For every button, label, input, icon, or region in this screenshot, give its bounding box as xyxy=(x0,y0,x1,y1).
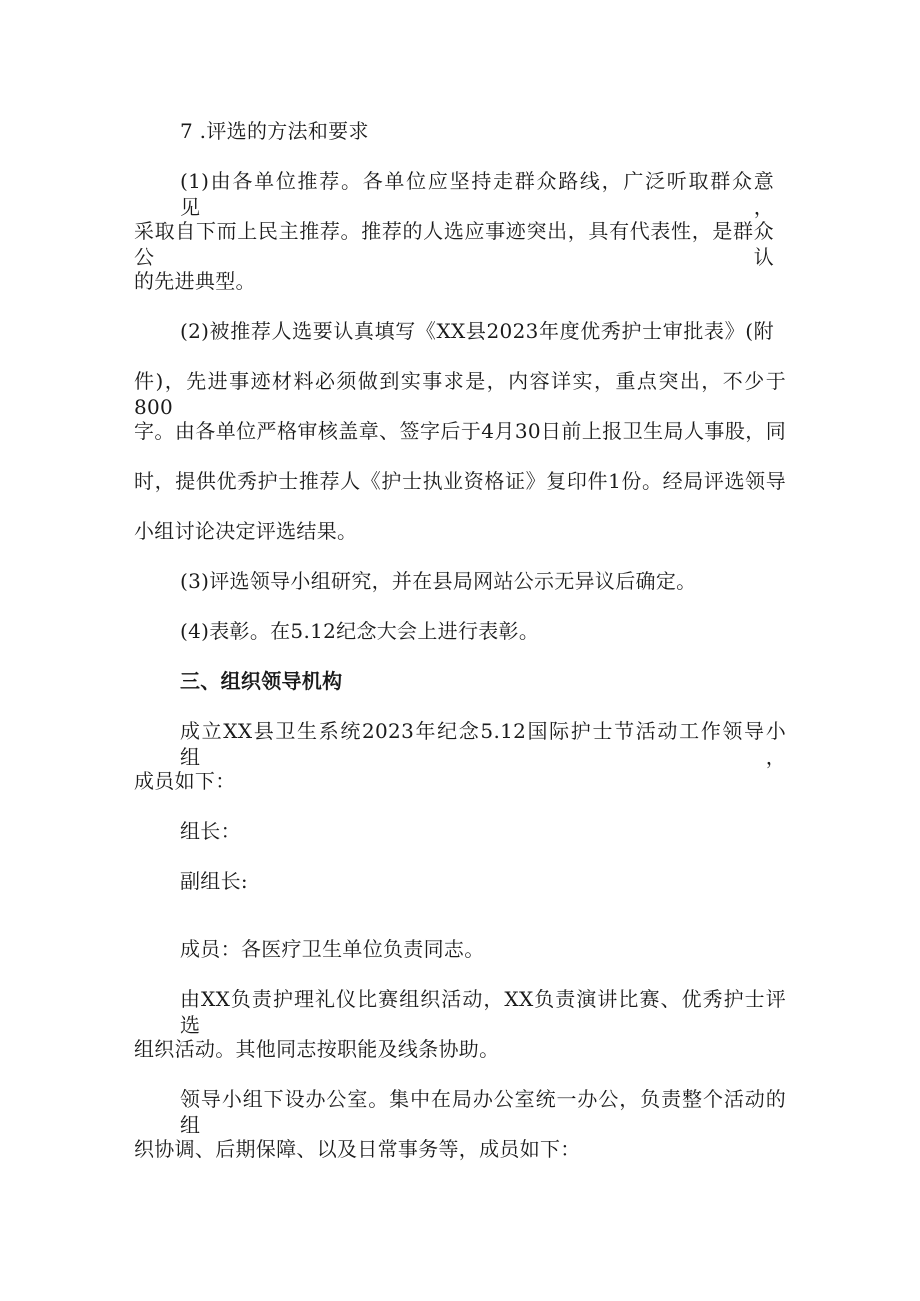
paragraph-line: 时，提供优秀护士推荐人《护士执业资格证》复印件1份。经局评选领导 xyxy=(134,469,786,493)
paragraph-line: (3)评选领导小组研究，并在县局网站公示无异议后确定。 xyxy=(180,569,697,593)
section-heading-organization: 三、组织领导机构 xyxy=(180,669,343,693)
members-line: 成员：各医疗卫生单位负责同志。 xyxy=(180,937,485,961)
section-heading-evaluation-method: 7 .评选的方法和要求 xyxy=(180,119,369,143)
paragraph-line: 小组讨论决定评选结果。 xyxy=(134,519,358,543)
paragraph-line: 织协调、后期保障、以及日常事务等，成员如下： xyxy=(134,1137,581,1161)
paragraph-line: 的先进典型。 xyxy=(134,269,256,293)
paragraph-line: 由XX负责护理礼仪比赛组织活动，XX负责演讲比赛、优秀护士评选 xyxy=(180,987,786,1037)
paragraph-line: (2)被推荐人选要认真填写《XX县2023年度优秀护士审批表》(附 xyxy=(180,319,774,343)
paragraph-line: 件)，先进事迹材料必须做到实事求是，内容详实，重点突出，不少于800 xyxy=(134,369,786,419)
paragraph-line: 采取自下而上民主推荐。推荐的人选应事迹突出，具有代表性，是群众公认 xyxy=(134,219,774,269)
paragraph-line: 字。由各单位严格审核盖章、签字后于4月30日前上报卫生局人事股，同 xyxy=(134,419,786,443)
paragraph-line: 成员如下： xyxy=(134,769,236,793)
paragraph-line: (1)由各单位推荐。各单位应坚持走群众路线，广泛听取群众意见， xyxy=(180,169,774,219)
deputy-leader-label: 副组长: xyxy=(180,869,248,893)
paragraph-line: (4)表彰。在5.12纪念大会上进行表彰。 xyxy=(180,619,540,643)
group-leader-label: 组长： xyxy=(180,819,241,843)
paragraph-line: 成立XX县卫生系统2023年纪念5.12国际护士节活动工作领导小组， xyxy=(180,719,786,769)
paragraph-line: 组织活动。其他同志按职能及线条协助。 xyxy=(134,1037,500,1061)
paragraph-line: 领导小组下设办公室。集中在局办公室统一办公，负责整个活动的组 xyxy=(180,1087,786,1137)
